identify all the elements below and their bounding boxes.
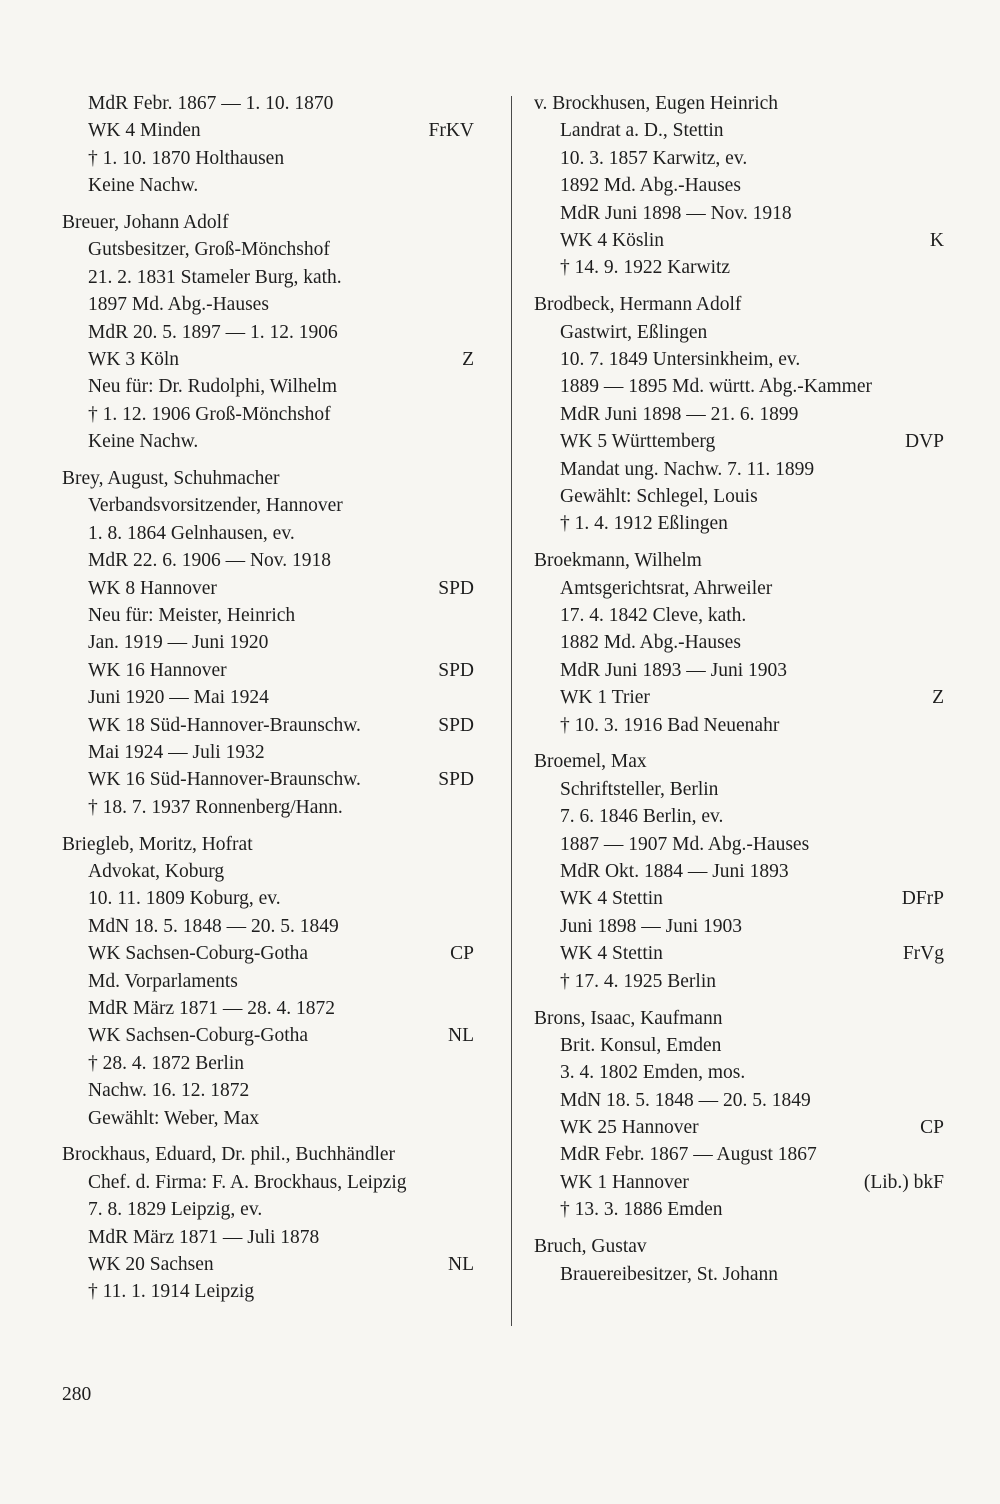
entry-line	[62, 940, 474, 967]
entry-text: MdR 20. 5. 1897 — 1. 12. 1906	[88, 321, 338, 343]
entry-line	[534, 200, 944, 227]
entry-text: MdR Febr. 1867 — August 1867	[560, 1144, 817, 1166]
biography-entry	[534, 1233, 944, 1288]
entry-text: † 18. 7. 1937 Ronnenberg/Hann.	[88, 796, 343, 818]
entry-line	[534, 1261, 944, 1288]
entry-line	[62, 492, 474, 519]
entry-line	[534, 172, 944, 199]
biography-entry	[62, 90, 474, 200]
column-divider	[511, 96, 512, 1326]
right-column	[534, 90, 944, 1297]
entry-line	[534, 684, 944, 711]
entry-text: WK 18 Süd-Hannover-Braunschw.	[88, 714, 361, 736]
entry-name	[62, 1141, 474, 1168]
biography-entry	[62, 465, 474, 821]
entry-name	[62, 465, 474, 492]
entry-text: Nachw. 16. 12. 1872	[88, 1080, 250, 1102]
entry-text: Amtsgerichtsrat, Ahrweiler	[560, 577, 773, 599]
entry-name	[534, 90, 944, 117]
entry-text: Brauereibesitzer, St. Johann	[560, 1263, 778, 1285]
entry-text: † 1. 10. 1870 Holthausen	[88, 147, 285, 169]
biography-entry	[534, 547, 944, 739]
entry-line	[534, 940, 944, 967]
biography-entry	[534, 291, 944, 538]
entry-text: Mandat ung. Nachw. 7. 11. 1899	[560, 458, 815, 480]
party-abbreviation: CP	[920, 1117, 944, 1139]
entry-text: 21. 2. 1831 Stameler Burg, kath.	[88, 266, 342, 288]
entry-line	[534, 1087, 944, 1114]
entry-line	[62, 684, 474, 711]
entry-text: Brockhaus, Eduard, Dr. phil., Buchhändler	[62, 1144, 396, 1166]
entry-line	[534, 913, 944, 940]
entry-text: WK 25 Hannover	[560, 1117, 699, 1139]
entry-text: MdR Febr. 1867 — 1. 10. 1870	[88, 93, 334, 114]
party-abbreviation: FrVg	[902, 943, 944, 965]
entry-line	[62, 1105, 474, 1132]
entry-text: 1892 Md. Abg.-Hauses	[560, 175, 741, 197]
entry-line	[534, 483, 944, 510]
entry-text: WK 4 Stettin	[560, 888, 663, 910]
entry-name	[534, 748, 944, 775]
entry-name	[534, 1233, 944, 1260]
entry-text: Brey, August, Schuhmacher	[62, 468, 280, 490]
entry-line	[62, 712, 474, 739]
entry-line	[534, 145, 944, 172]
entry-text: Keine Nachw.	[88, 175, 199, 197]
entry-line	[534, 456, 944, 483]
entry-line	[62, 172, 474, 199]
biography-entry	[534, 748, 944, 995]
entry-line	[534, 968, 944, 995]
entry-line	[534, 1032, 944, 1059]
entry-line	[62, 858, 474, 885]
entry-name	[534, 547, 944, 574]
entry-text: Gewählt: Weber, Max	[88, 1107, 260, 1129]
party-abbreviation: NL	[448, 1025, 474, 1047]
entry-text: † 13. 3. 1886 Emden	[560, 1199, 723, 1221]
entry-text: WK 20 Sachsen	[88, 1254, 214, 1276]
entry-text: 10. 7. 1849 Untersinkheim, ev.	[560, 349, 801, 371]
entry-text: Keine Nachw.	[88, 431, 199, 453]
entry-text: † 17. 4. 1925 Berlin	[560, 970, 716, 992]
entry-text: 1882 Md. Abg.-Hauses	[560, 632, 741, 654]
entry-text: WK 3 Köln	[88, 349, 179, 371]
entry-line	[62, 766, 474, 793]
entry-text: MdR 22. 6. 1906 — Nov. 1918	[88, 550, 332, 572]
entry-line	[62, 373, 474, 400]
entry-line	[534, 1059, 944, 1086]
biography-entry	[534, 1005, 944, 1224]
entry-line	[534, 831, 944, 858]
entry-text: 1889 — 1895 Md. württ. Abg.-Kammer	[560, 376, 872, 398]
entry-line	[62, 520, 474, 547]
entry-line	[62, 117, 474, 144]
party-abbreviation: (Lib.) bkF	[863, 1171, 944, 1193]
party-abbreviation: K	[929, 229, 944, 251]
entry-text: 7. 8. 1829 Leipzig, ev.	[88, 1199, 263, 1221]
entry-text: Jan. 1919 — Juni 1920	[88, 632, 269, 654]
entry-line	[62, 629, 474, 656]
entry-text: Juni 1898 — Juni 1903	[560, 915, 743, 937]
biography-entry	[62, 209, 474, 456]
entry-line	[62, 428, 474, 455]
entry-text: 7. 6. 1846 Berlin, ev.	[560, 806, 724, 828]
entry-line	[534, 254, 944, 281]
entry-text: Mai 1924 — Juli 1932	[88, 741, 265, 763]
entry-text: Juni 1920 — Mai 1924	[88, 687, 269, 709]
entry-text: Landrat a. D., Stettin	[560, 120, 724, 142]
entry-text: 10. 11. 1809 Koburg, ev.	[88, 888, 281, 910]
biography-entry	[62, 831, 474, 1132]
entry-line	[534, 712, 944, 739]
left-column	[62, 90, 474, 1315]
party-abbreviation: SPD	[438, 659, 474, 681]
entry-text: MdR Okt. 1884 — Juni 1893	[560, 861, 789, 883]
entry-line	[534, 1114, 944, 1141]
entry-line	[62, 547, 474, 574]
entry-line	[62, 1022, 474, 1049]
entry-line	[534, 428, 944, 455]
entry-text: MdN 18. 5. 1848 — 20. 5. 1849	[88, 915, 339, 937]
entry-line	[534, 346, 944, 373]
entry-text: † 28. 4. 1872 Berlin	[88, 1052, 244, 1074]
entry-line	[62, 657, 474, 684]
biography-entry	[62, 1141, 474, 1305]
entry-text: WK 4 Stettin	[560, 943, 663, 965]
entry-line	[62, 319, 474, 346]
entry-line	[62, 794, 474, 821]
entry-line	[534, 575, 944, 602]
entry-text: 1. 8. 1864 Gelnhausen, ev.	[88, 522, 295, 544]
entry-line	[62, 401, 474, 428]
entry-text: WK 1 Hannover	[560, 1171, 689, 1193]
entry-text: 1897 Md. Abg.-Hauses	[88, 294, 269, 316]
entry-text: WK 1 Trier	[560, 687, 650, 709]
entry-line	[534, 776, 944, 803]
entry-line	[534, 885, 944, 912]
entry-text: Broemel, Max	[534, 751, 647, 773]
entry-text: WK 4 Minden	[88, 120, 201, 142]
party-abbreviation: SPD	[438, 714, 474, 736]
entry-line	[62, 264, 474, 291]
entry-text: 17. 4. 1842 Cleve, kath.	[560, 605, 747, 627]
entry-text: Breuer, Johann Adolf	[62, 212, 229, 234]
entry-text: Gastwirt, Eßlingen	[560, 321, 708, 343]
entry-line	[62, 145, 474, 172]
entry-text: WK 8 Hannover	[88, 577, 217, 599]
entry-text: MdR März 1871 — 28. 4. 1872	[88, 998, 335, 1019]
entry-line	[534, 510, 944, 537]
entry-text: WK 5 Württemberg	[560, 431, 716, 453]
entry-text: WK 16 Hannover	[88, 659, 227, 681]
entry-text: MdR Juni 1893 — Juni 1903	[560, 659, 787, 681]
entry-text: Schriftsteller, Berlin	[560, 778, 719, 800]
entry-text: Brodbeck, Hermann Adolf	[534, 294, 742, 316]
entry-line	[62, 968, 474, 995]
entry-line	[534, 227, 944, 254]
entry-text: Neu für: Dr. Rudolphi, Wilhelm	[88, 376, 338, 398]
party-abbreviation: Z	[932, 687, 944, 709]
entry-line	[534, 373, 944, 400]
entry-name	[534, 1005, 944, 1032]
entry-line	[534, 858, 944, 885]
entry-line	[62, 913, 474, 940]
entry-line	[534, 319, 944, 346]
entry-line	[62, 995, 474, 1022]
entry-name	[62, 831, 474, 858]
entry-text: Broekmann, Wilhelm	[534, 550, 702, 572]
entry-line	[62, 1169, 474, 1196]
entry-line	[62, 1224, 474, 1251]
entry-line	[534, 657, 944, 684]
entry-line	[534, 629, 944, 656]
entry-text: Chef. d. Firma: F. A. Brockhaus, Leipzig	[88, 1171, 407, 1193]
entry-line	[534, 1196, 944, 1223]
entry-line	[62, 291, 474, 318]
entry-text: 3. 4. 1802 Emden, mos.	[560, 1062, 746, 1084]
entry-text: WK Sachsen-Coburg-Gotha	[88, 943, 309, 965]
entry-line	[62, 739, 474, 766]
party-abbreviation: DFrP	[901, 888, 944, 910]
party-abbreviation: SPD	[438, 577, 474, 599]
entry-text: Md. Vorparlaments	[88, 970, 238, 992]
party-abbreviation: SPD	[438, 769, 474, 791]
entry-text: v. Brockhusen, Eugen Heinrich	[534, 93, 779, 114]
entry-text: † 11. 1. 1914 Leipzig	[88, 1281, 255, 1303]
entry-text: MdR Juni 1898 — Nov. 1918	[560, 202, 792, 224]
entry-line	[62, 1050, 474, 1077]
entry-line	[62, 346, 474, 373]
entry-text: Brit. Konsul, Emden	[560, 1034, 722, 1056]
entry-text: MdR März 1871 — Juli 1878	[88, 1226, 320, 1248]
entry-line	[62, 575, 474, 602]
entry-text: 10. 3. 1857 Karwitz, ev.	[560, 147, 748, 169]
entry-line	[62, 1196, 474, 1223]
biography-entry	[534, 90, 944, 282]
entry-name	[534, 291, 944, 318]
entry-line	[534, 803, 944, 830]
entry-text: † 1. 4. 1912 Eßlingen	[560, 513, 728, 535]
entry-text: Bruch, Gustav	[534, 1236, 647, 1258]
entry-line	[62, 885, 474, 912]
entry-line	[534, 401, 944, 428]
entry-line	[534, 117, 944, 144]
page-number: 280	[62, 1384, 92, 1405]
party-abbreviation: DVP	[904, 431, 944, 453]
entry-line	[534, 1141, 944, 1168]
entry-text: WK 4 Köslin	[560, 229, 664, 251]
entry-text: WK 16 Süd-Hannover-Braunschw.	[88, 769, 361, 791]
entry-text: Brons, Isaac, Kaufmann	[534, 1007, 723, 1029]
entry-text: MdR Juni 1898 — 21. 6. 1899	[560, 403, 799, 425]
entry-text: Gewählt: Schlegel, Louis	[560, 485, 758, 507]
entry-line	[534, 1169, 944, 1196]
entry-text: WK Sachsen-Coburg-Gotha	[88, 1025, 309, 1047]
entry-text: † 10. 3. 1916 Bad Neuenahr	[560, 714, 780, 736]
entry-line	[62, 236, 474, 263]
entry-line	[62, 90, 474, 117]
entry-line	[534, 602, 944, 629]
entry-text: † 1. 12. 1906 Groß-Mönchshof	[88, 403, 331, 425]
entry-line	[62, 1251, 474, 1278]
entry-text: Neu für: Meister, Heinrich	[88, 605, 296, 627]
entry-text: Gutsbesitzer, Groß-Mönchshof	[88, 239, 330, 261]
entry-text: Briegleb, Moritz, Hofrat	[62, 833, 253, 855]
entry-line	[62, 602, 474, 629]
entry-name	[62, 209, 474, 236]
entry-text: 1887 — 1907 Md. Abg.-Hauses	[560, 833, 810, 855]
party-abbreviation: CP	[450, 943, 474, 965]
party-abbreviation: FrKV	[428, 120, 474, 142]
entry-line	[62, 1278, 474, 1305]
entry-text: Verbandsvorsitzender, Hannover	[88, 495, 343, 517]
party-abbreviation: Z	[462, 349, 474, 371]
party-abbreviation: NL	[448, 1254, 474, 1276]
entry-text: MdN 18. 5. 1848 — 20. 5. 1849	[560, 1089, 811, 1111]
entry-line	[62, 1077, 474, 1104]
entry-text: Advokat, Koburg	[88, 861, 225, 883]
entry-text: † 14. 9. 1922 Karwitz	[560, 257, 731, 279]
